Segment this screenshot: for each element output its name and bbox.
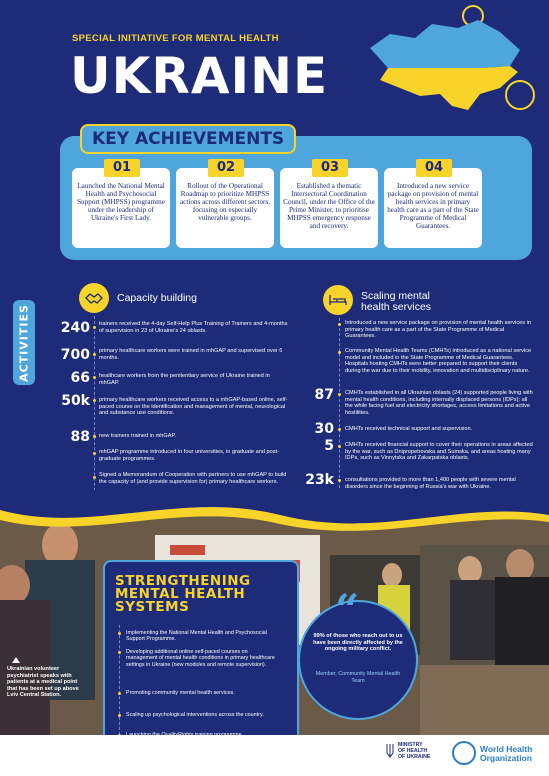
stat-text: Signed a Memorandum of Cooperation with partners to use mhGAP to build the capacity of (and provide supervision for) primary healthcare workers. — [99, 472, 287, 485]
strengthening-item: Implementing the National Mental Health and Psychosocial Support Programme. — [126, 630, 267, 643]
achievement-number: 03 — [312, 159, 348, 177]
stat-text: new trainers trained in mhGAP. — [99, 433, 177, 439]
bullet-dot — [93, 452, 96, 455]
strengthening-timeline — [119, 625, 120, 745]
page-title: UKRAINE — [70, 47, 329, 105]
bullet-dot — [118, 714, 121, 717]
bullet-dot — [338, 351, 341, 354]
quote-mark-icon: “ — [335, 585, 360, 634]
quote-text: 99% of those who reach out to us have been directly affected by the ongoing military conflict. — [313, 633, 403, 653]
bullet-dot — [338, 323, 341, 326]
stat-text: CMHTs established in all Ukrainian oblasts (24) supported people living with mental health conditions, including internally displaced persons (IDPs); all the while facing fuel and electricity shortages, access limitations and active hostilities. — [345, 390, 533, 417]
bullet-dot — [118, 632, 121, 635]
strengthening-title-line1: STRENGTHENING — [115, 573, 251, 589]
quote-attribution: Member, Community Mental Health Team — [315, 671, 401, 684]
who-line1: World Health — [480, 744, 533, 754]
stat-number: 240 — [60, 320, 90, 336]
stat-number: 66 — [70, 370, 90, 386]
stat-text: primary healthcare workers were trained in mhGAP and supervised over 6 months. — [99, 348, 283, 361]
kicker: SPECIAL INITIATIVE FOR MENTAL HEALTH — [72, 33, 279, 44]
stat-text: primary healthcare workers received access to a mhGAP-based online, self-paced course on the identification and management of mental, neurological and substance use conditions. — [99, 397, 288, 417]
bullet-dot — [118, 651, 121, 654]
handshake-glyph — [85, 290, 103, 306]
achievement-text: Launched the National Mental Health and Psychosocial Support (MHPSS) programme under the leadership of Ukraine's First Lady. — [77, 182, 165, 223]
achievement-number: 04 — [416, 159, 452, 177]
bullet-dot — [93, 326, 96, 329]
bullet-dot — [338, 479, 341, 482]
strengthening-item: Promoting community mental health services. — [126, 690, 235, 696]
stat-number: 23k — [305, 472, 334, 488]
strengthening-item: Scaling up psychological interventions across the country. — [126, 712, 264, 718]
stat-text: mhGAP programme introduced in four universities, in graduate and post-graduate programmes. — [99, 449, 279, 462]
bullet-dot — [93, 376, 96, 379]
wave-divider — [0, 490, 549, 550]
strengthening-item: Developing additional online self-paced courses on management of mental health conditions in primary healthcare settings in Ukraine (new modules and remote supervision). — [126, 649, 275, 668]
bed-glyph — [329, 293, 347, 307]
bullet-dot — [338, 445, 341, 448]
ukraine-map-icon — [360, 10, 530, 125]
who-emblem-icon — [452, 741, 476, 765]
bullet-dot — [338, 393, 341, 396]
bullet-dot — [93, 435, 96, 438]
stat-text: trainers received the 4-day Self-Help Plus Training of Trainers and 4-months of supervision in 23 of Ukraine's 24 oblasts. — [99, 321, 288, 334]
achievement-text: Rollout of the Operational Roadmap to prioritize MHPSS actions across different sectors, focusing on especially vulnerable groups. — [179, 182, 271, 223]
achievements-title: KEY ACHIEVEMENTS — [80, 124, 296, 154]
stat-text: consultations provided to more than 1,400 people with severe mental disorders since the beginning of Russia's war with Ukraine. — [345, 477, 516, 490]
achievement-text: Established a thematic Intersectoral Coordination Council, under the Office of the Prime Minister, to prioritise MHPSS emergency response and recovery. — [283, 182, 375, 231]
activities-label: ACTIVITIES — [17, 304, 31, 382]
stat-number: 88 — [70, 429, 90, 445]
stat-number: 87 — [314, 387, 334, 403]
who-logo — [480, 745, 532, 763]
photo-caption: Ukrainian volunteer psychiatrist speaks with patients at a medical point that has been set up above Lviv Central Station. — [7, 666, 79, 699]
scaling-title-line1: Scaling mental — [361, 290, 430, 302]
achievement-number: 01 — [104, 159, 140, 177]
ministry-line3: OF UKRAINE — [398, 754, 431, 760]
trident-emblem-icon — [386, 743, 394, 759]
capacity-title: Capacity building — [117, 292, 197, 304]
bullet-dot — [93, 399, 96, 402]
bullet-dot — [338, 428, 341, 431]
strengthening-title-line3: SYSTEMS — [115, 599, 190, 615]
ministry-line2: OF HEALTH — [398, 748, 428, 754]
achievement-number: 02 — [208, 159, 244, 177]
bullet-dot — [93, 353, 96, 356]
strengthening-title-line2: MENTAL HEALTH — [115, 586, 246, 602]
stat-text: CMHTs received financial support to cover their operations in areas affected by the war, such as Dnipropetrovska and Sumska, and areas hosting many IDPs, such as Vinnytska and Zakarpatska oblasts. — [345, 442, 533, 462]
stat-text: healthcare workers from the penitentiary service of Ukraine trained in mhGAP. — [99, 373, 270, 386]
scaling-title-line2: health services — [361, 301, 432, 313]
ministry-line1: MINISTRY — [398, 742, 423, 748]
achievement-text: Introduced a new service package on provision of mental health services in primary health care as a part of the State Programme of Medical Guarantees. — [387, 182, 479, 231]
ministry-logo — [398, 742, 430, 760]
strengthening-title — [115, 575, 251, 614]
stat-text: CMHTs received technical support and supervision. — [345, 426, 473, 432]
who-line2: Organization — [480, 753, 532, 763]
stat-number: 50k — [61, 393, 90, 409]
scaling-timeline — [339, 318, 340, 493]
stat-text: Introduced a new service package on provision of mental health services in primary health care as a part of the State Programme of Medical Guarantees. — [345, 320, 531, 340]
stat-text: Community Mental Health Teams (CMHTs) introduced as a national service model and included in the State Programme of Medical Guarantees. Hospitals hosting CMHTs were better prepared to support their clients during the war due to their mobility, innovation and multidisciplinary nature. — [345, 348, 532, 375]
caption-arrow-icon — [12, 657, 20, 663]
bullet-dot — [93, 476, 96, 479]
stat-number: 700 — [60, 347, 90, 363]
stat-number: 5 — [324, 438, 334, 454]
bullet-dot — [118, 692, 121, 695]
stat-number: 30 — [314, 421, 334, 437]
